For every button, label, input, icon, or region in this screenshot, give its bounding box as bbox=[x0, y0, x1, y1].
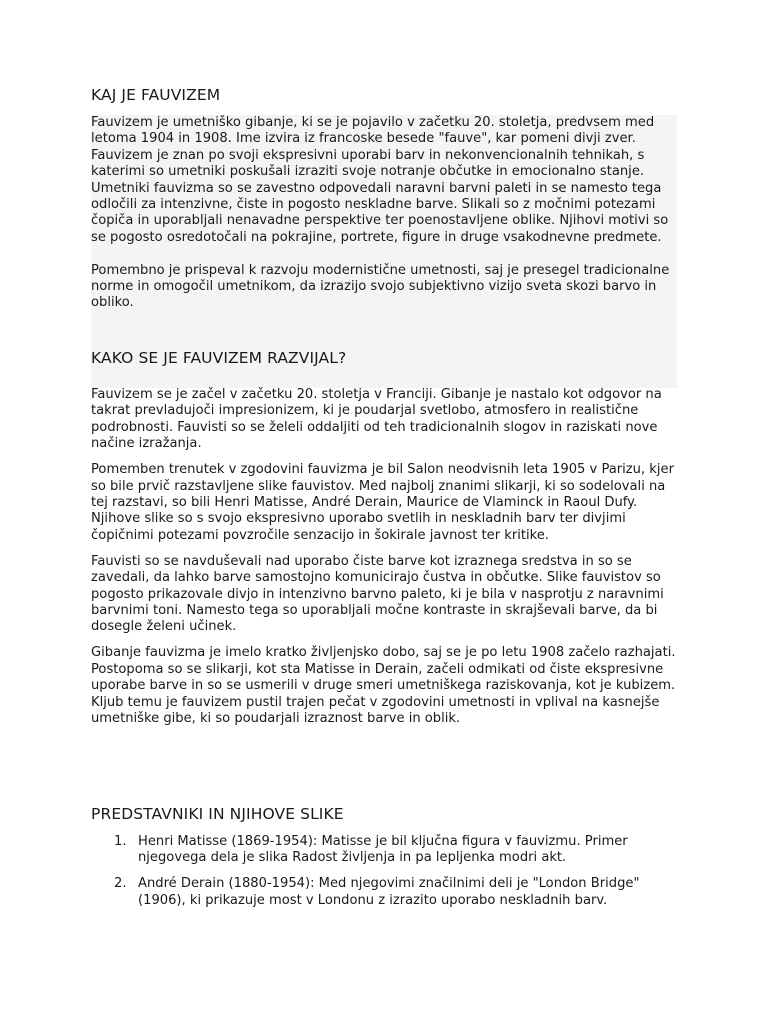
development-block bbox=[91, 387, 677, 737]
development-paragraph-1: Fauvizem se je začel v začetku 20. stoletja v Franciji. Gibanje je nastalo kot odgovor na takrat prevladujoči impresionizem, ki je poudarjal svetlobo, atmosfero in realistične podrobnosti. Fauvisti so se želeli oddaljiti od teh tradicionalnih slogov in raziskati nove načine izražanja. bbox=[91, 387, 662, 452]
list-item-number: 2. bbox=[114, 876, 127, 892]
list-item-number: 1. bbox=[114, 834, 127, 849]
development-paragraph-3: Fauvisti so se navduševali nad uporabo čiste barve kot izraznega sredstva in so se zavedali, da lahko barve samostojno komunicirajo čustva in občutke. Slike fauvistov so pogosto prikazovale divjo in intenzivno barvno paleto, ki je bila v nasprotju z naravnimi barvnimi toni. Namesto tega so uporabljali močne kontraste in skrajševali barve, da bi dosegle želeni učinek. bbox=[91, 553, 664, 635]
section-title-development: KAKO SE JE FAUVIZEM RAZVIJAL? bbox=[91, 349, 347, 367]
intro-block bbox=[91, 115, 677, 312]
list-item-text: André Derain (1880-1954): Med njegovimi značilnimi deli je "London Bridge" (1906), ki prikazuje most v Londonu z izrazito uporabo neskladnih barv. bbox=[138, 876, 640, 908]
list-item-text: Henri Matisse (1869-1954): Matisse je bil ključna figura v fauvizmu. Primer njegovega dela je slika Radost življenja in pa lepljenka modri akt. bbox=[138, 834, 628, 866]
list-item bbox=[91, 834, 677, 867]
intro-paragraph-1: Fauvizem je umetniško gibanje, ki se je pojavilo v začetku 20. stoletja, predvsem med letoma 1904 in 1908. Ime izvira iz francoske besede "fauve", kar pomeni divji zver. Fauvizem je znan po svoji ekspresivni uporabi barv in nekonvencionalnih tehnikah, s katerimi so umetniki poskušali izraziti svoje notranje občutke in emocionalno stanje. bbox=[91, 115, 655, 180]
development-paragraph-2: Pomemben trenutek v zgodovini fauvizma je bil Salon neodvisnih leta 1905 v Parizu, kjer so bile prvič razstavljene slike fauvistov. Med najbolj znanimi slikarji, ki so sodelovali na tej razstavi, so bili Henri Matisse, André Derain, Maurice de Vlaminck in Raoul Dufy. Njihove slike so s svojo ekspresivno uporabo svetlih in neskladnih barv ter divjimi čopičnimi potezami povzročile senzacijo in šokirale javnost ter kritike. bbox=[91, 462, 674, 543]
section-title-what: KAJ JE FAUVIZEM bbox=[91, 86, 221, 104]
intro-paragraph-2: Umetniki fauvizma so se zavestno odpovedali naravni barvni paleti in se namesto tega odločili za intenzivne, čiste in pogosto neskladne barve. Slikali so z močnimi potezami čopiča in uporabljali nenavadne perspektive ter poenostavljene oblike. Njihovi motivi so se pogosto osredotočali na pokrajine, portrete, figure in druge vsakodnevne predmete. bbox=[91, 180, 669, 245]
artists-list bbox=[91, 834, 677, 919]
section-title-artists: PREDSTAVNIKI IN NJIHOVE SLIKE bbox=[91, 805, 344, 823]
development-paragraph-4: Gibanje fauvizma je imelo kratko življenjsko dobo, saj se je po letu 1908 začelo razhajati. Postopoma so se slikarji, kot sta Matisse in Derain, začeli odmikati od čiste ekspresivne uporabe barve in so se usmerili v druge smeri umetniškega raziskovanja, kot je kubizem. Kljub temu je fauvizem pustil trajen pečat v zgodovini umetnosti in vplival na kasnejše umetniške gibe, ki so poudarjali izraznost barve in oblik. bbox=[91, 645, 676, 727]
list-item bbox=[91, 876, 677, 909]
intro-paragraph-3: Pomembno je prispeval k razvoju modernistične umetnosti, saj je presegel tradicionalne norme in omogočil umetnikom, da izrazijo svojo subjektivno vizijo sveta skozi barvo in obliko. bbox=[91, 262, 670, 311]
